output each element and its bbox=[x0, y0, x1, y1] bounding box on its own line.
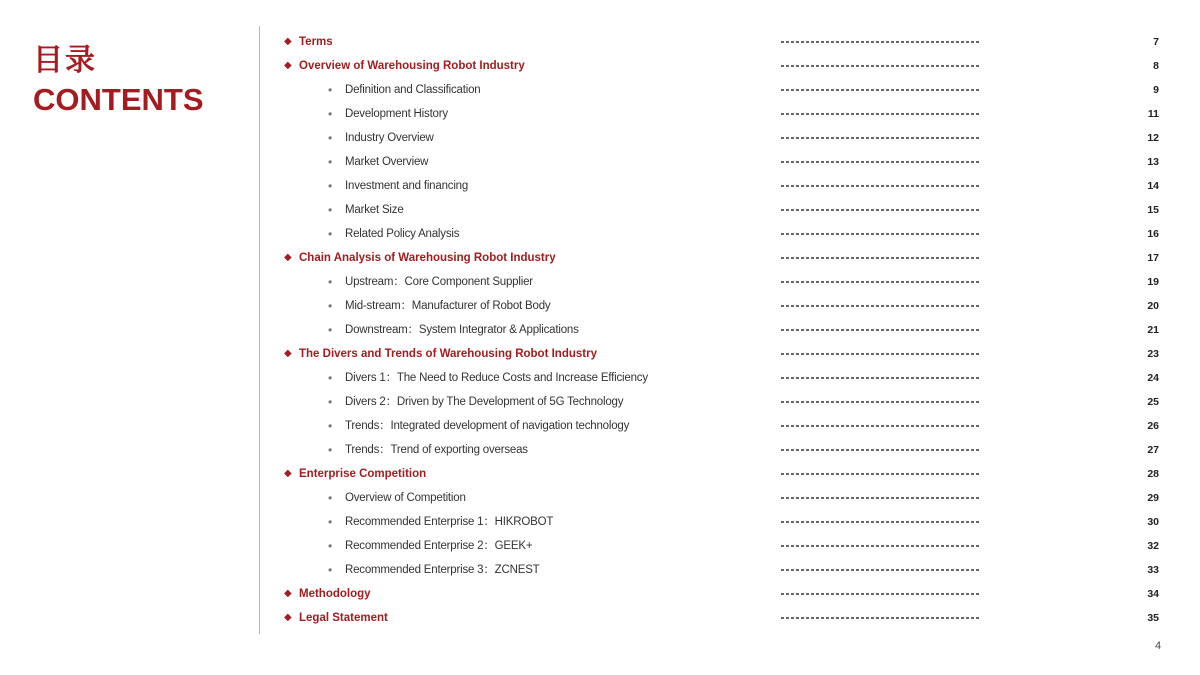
title-english: CONTENTS bbox=[33, 82, 204, 117]
diamond-bullet-icon: ◆ bbox=[284, 612, 292, 623]
toc-page-number: 25 bbox=[1147, 396, 1159, 408]
dot-bullet-icon: • bbox=[328, 539, 333, 553]
toc-entry-label: Recommended Enterprise 2：GEEK+ bbox=[345, 540, 533, 552]
dotted-leader-line bbox=[781, 545, 981, 547]
dot-bullet-icon: • bbox=[328, 107, 333, 121]
toc-entry-label: Methodology bbox=[299, 588, 371, 600]
toc-subsection-entry[interactable] bbox=[284, 558, 1164, 582]
toc-subsection-entry[interactable] bbox=[284, 510, 1164, 534]
dotted-leader-line bbox=[781, 65, 981, 67]
dot-bullet-icon: • bbox=[328, 83, 333, 97]
toc-entry-label: Trends：Trend of exporting overseas bbox=[345, 444, 528, 456]
toc-page-number: 15 bbox=[1147, 204, 1159, 216]
toc-subsection-entry[interactable] bbox=[284, 414, 1164, 438]
toc-entry-label: Investment and financing bbox=[345, 180, 469, 192]
dot-bullet-icon: • bbox=[328, 179, 333, 193]
diamond-bullet-icon: ◆ bbox=[284, 468, 292, 479]
dot-bullet-icon: • bbox=[328, 227, 333, 241]
toc-subsection-entry[interactable] bbox=[284, 198, 1164, 222]
toc-page-number: 12 bbox=[1147, 132, 1159, 144]
dotted-leader-line bbox=[781, 89, 981, 91]
dotted-leader-line bbox=[781, 425, 981, 427]
toc-page-number: 34 bbox=[1147, 588, 1159, 600]
dotted-leader-line bbox=[781, 473, 981, 475]
toc-subsection-entry[interactable] bbox=[284, 126, 1164, 150]
toc-section-entry[interactable] bbox=[284, 462, 1164, 486]
toc-subsection-entry[interactable] bbox=[284, 390, 1164, 414]
toc-section-entry[interactable] bbox=[284, 582, 1164, 606]
toc-section-entry[interactable] bbox=[284, 246, 1164, 270]
toc-entry-label: Terms bbox=[299, 36, 333, 48]
dot-bullet-icon: • bbox=[328, 419, 333, 433]
dotted-leader-line bbox=[781, 281, 981, 283]
dot-bullet-icon: • bbox=[328, 323, 333, 337]
toc-subsection-entry[interactable] bbox=[284, 294, 1164, 318]
toc-page-number: 11 bbox=[1147, 108, 1159, 120]
dotted-leader-line bbox=[781, 209, 981, 211]
dotted-leader-line bbox=[781, 161, 981, 163]
diamond-bullet-icon: ◆ bbox=[284, 36, 292, 47]
toc-entry-label: Overview of Warehousing Robot Industry bbox=[299, 60, 525, 72]
dotted-leader-line bbox=[781, 185, 981, 187]
dotted-leader-line bbox=[781, 401, 981, 403]
dotted-leader-line bbox=[781, 497, 981, 499]
dotted-leader-line bbox=[781, 113, 981, 115]
dotted-leader-line bbox=[781, 329, 981, 331]
toc-page-number: 30 bbox=[1147, 516, 1159, 528]
toc-entry-label: Divers 1：The Need to Reduce Costs and Increase Efficiency bbox=[345, 372, 648, 384]
dot-bullet-icon: • bbox=[328, 491, 333, 505]
toc-entry-label: The Divers and Trends of Warehousing Robot Industry bbox=[299, 348, 597, 360]
toc-subsection-entry[interactable] bbox=[284, 174, 1164, 198]
toc-subsection-entry[interactable] bbox=[284, 534, 1164, 558]
toc-page-number: 20 bbox=[1147, 300, 1159, 312]
diamond-bullet-icon: ◆ bbox=[284, 252, 292, 263]
dotted-leader-line bbox=[781, 521, 981, 523]
toc-section-entry[interactable] bbox=[284, 342, 1164, 366]
toc-entry-label: Industry Overview bbox=[345, 132, 434, 144]
page-number: 4 bbox=[1155, 640, 1162, 652]
toc-subsection-entry[interactable] bbox=[284, 486, 1164, 510]
toc-page-number: 33 bbox=[1147, 564, 1159, 576]
toc-page-number: 28 bbox=[1147, 468, 1159, 480]
dot-bullet-icon: • bbox=[328, 563, 333, 577]
toc-entry-label: Divers 2：Driven by The Development of 5G Technology bbox=[345, 396, 624, 408]
dot-bullet-icon: • bbox=[328, 203, 333, 217]
dotted-leader-line bbox=[781, 137, 981, 139]
toc-page-number: 7 bbox=[1153, 36, 1159, 48]
divider-line bbox=[259, 26, 260, 634]
dotted-leader-line bbox=[781, 233, 981, 235]
dot-bullet-icon: • bbox=[328, 155, 333, 169]
toc-entry-label: Market Size bbox=[345, 204, 404, 216]
toc-page-number: 27 bbox=[1147, 444, 1159, 456]
dotted-leader-line bbox=[781, 617, 981, 619]
dotted-leader-line bbox=[781, 41, 981, 43]
toc-page-number: 9 bbox=[1153, 84, 1159, 96]
toc-page-number: 17 bbox=[1147, 252, 1159, 264]
toc-section-entry[interactable] bbox=[284, 606, 1164, 630]
toc-page-number: 32 bbox=[1147, 540, 1159, 552]
toc-entry-label: Development History bbox=[345, 108, 448, 120]
dotted-leader-line bbox=[781, 569, 981, 571]
toc-subsection-entry[interactable] bbox=[284, 78, 1164, 102]
toc-subsection-entry[interactable] bbox=[284, 102, 1164, 126]
toc-entry-label: Recommended Enterprise 1：HIKROBOT bbox=[345, 516, 554, 528]
toc-subsection-entry[interactable] bbox=[284, 222, 1164, 246]
diamond-bullet-icon: ◆ bbox=[284, 60, 292, 71]
toc-entry-label: Upstream：Core Component Supplier bbox=[345, 276, 533, 288]
toc-section-entry[interactable] bbox=[284, 30, 1164, 54]
dot-bullet-icon: • bbox=[328, 443, 333, 457]
toc-page-number: 8 bbox=[1153, 60, 1159, 72]
toc-page-number: 16 bbox=[1147, 228, 1159, 240]
dotted-leader-line bbox=[781, 377, 981, 379]
dotted-leader-line bbox=[781, 257, 981, 259]
toc-entry-label: Definition and Classification bbox=[345, 84, 481, 96]
toc-subsection-entry[interactable] bbox=[284, 366, 1164, 390]
dot-bullet-icon: • bbox=[328, 515, 333, 529]
toc-page-number: 23 bbox=[1147, 348, 1159, 360]
toc-entry-label: Trends：Integrated development of navigation technology bbox=[345, 420, 630, 432]
dot-bullet-icon: • bbox=[328, 275, 333, 289]
toc-page-number: 26 bbox=[1147, 420, 1159, 432]
toc-subsection-entry[interactable] bbox=[284, 438, 1164, 462]
toc-entry-label: Recommended Enterprise 3：ZCNEST bbox=[345, 564, 540, 576]
toc-subsection-entry[interactable] bbox=[284, 270, 1164, 294]
diamond-bullet-icon: ◆ bbox=[284, 348, 292, 359]
toc-subsection-entry[interactable] bbox=[284, 318, 1164, 342]
dot-bullet-icon: • bbox=[328, 395, 333, 409]
toc-subsection-entry[interactable] bbox=[284, 150, 1164, 174]
toc-entry-label: Chain Analysis of Warehousing Robot Industry bbox=[299, 252, 556, 264]
dotted-leader-line bbox=[781, 593, 981, 595]
title-chinese: 目录 bbox=[33, 43, 97, 78]
toc-entry-label: Mid-stream：Manufacturer of Robot Body bbox=[345, 300, 551, 312]
toc-page-number: 19 bbox=[1147, 276, 1159, 288]
toc-entry-label: Downstream：System Integrator & Applications bbox=[345, 324, 579, 336]
contents-heading bbox=[33, 42, 204, 118]
toc-entry-label: Enterprise Competition bbox=[299, 468, 427, 480]
toc-page-number: 21 bbox=[1147, 324, 1159, 336]
dot-bullet-icon: • bbox=[328, 131, 333, 145]
toc-entry-label: Legal Statement bbox=[299, 612, 388, 624]
toc-entry-label: Related Policy Analysis bbox=[345, 228, 460, 240]
dot-bullet-icon: • bbox=[328, 371, 333, 385]
toc-page-number: 14 bbox=[1147, 180, 1159, 192]
toc-page-number: 13 bbox=[1147, 156, 1159, 168]
toc-page-number: 24 bbox=[1147, 372, 1159, 384]
dotted-leader-line bbox=[781, 449, 981, 451]
toc-entry-label: Overview of Competition bbox=[345, 492, 466, 504]
toc-entry-label: Market Overview bbox=[345, 156, 429, 168]
dot-bullet-icon: • bbox=[328, 299, 333, 313]
dotted-leader-line bbox=[781, 353, 981, 355]
toc-section-entry[interactable] bbox=[284, 54, 1164, 78]
dotted-leader-line bbox=[781, 305, 981, 307]
toc-page-number: 29 bbox=[1147, 492, 1159, 504]
toc-page-number: 35 bbox=[1147, 612, 1159, 624]
diamond-bullet-icon: ◆ bbox=[284, 588, 292, 599]
